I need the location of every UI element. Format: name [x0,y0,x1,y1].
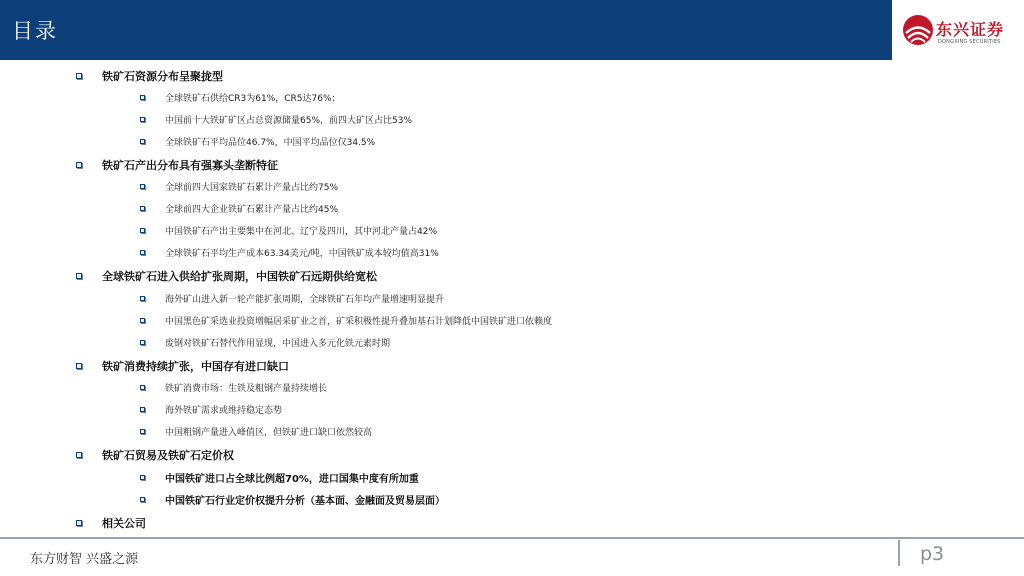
toc-subitem [140,425,372,438]
toc-subitem [140,135,375,148]
square-bullet-icon [140,475,145,480]
toc-section [76,68,223,84]
dongxing-logo-icon [902,14,934,46]
page-number: p3 [920,543,945,565]
toc-subitem [140,202,338,215]
header-bar [0,0,1024,60]
toc-subitem-label: 中国前十大铁矿矿区占总资源储量65%，前四大矿区占比53% [165,116,413,126]
square-bullet-icon [76,73,82,79]
toc-subitem [140,470,419,485]
square-bullet-icon [140,318,145,323]
company-logo [892,0,1024,60]
toc-subitem-label: 全球铁矿石供给CR3为61%，CR5达76%； [165,94,341,104]
logo-name-en: DONGXING SECURITIES [938,39,1001,45]
toc-subitem-label: 全球铁矿石平均品位46.7%，中国平均品位仅34.5% [165,138,376,148]
toc-section [76,268,377,284]
square-bullet-icon [140,206,145,211]
toc-subitem-label: 海外矿山进入新一轮产能扩张周期，全球铁矿石年均产量增速明显提升 [165,295,445,305]
toc-subitem-label: 中国黑色矿采选业投资增幅居采矿业之首，矿采积极性提升叠加基石计划降低中国铁矿进口依赖度 [165,317,553,327]
toc-subitem [140,336,390,349]
toc-subitem [140,180,338,193]
toc-subitem [140,381,327,394]
square-bullet-icon [140,250,145,255]
square-bullet-icon [140,117,145,122]
square-bullet-icon [140,296,145,301]
toc-subitem-label: 全球铁矿石平均生产成本63.34美元/吨，中国铁矿成本较均值高31% [165,249,439,259]
toc-subitem-label: 中国粗钢产量进入峰值区，但铁矿进口缺口依然较高 [165,428,373,438]
toc-subitem-label: 中国铁矿石产出主要集中在河北、辽宁及四川，其中河北产量占42% [165,227,438,237]
square-bullet-icon [140,407,145,412]
toc-subitem-label: 全球前四大国家铁矿石累计产量占比约75% [165,183,339,193]
toc-subitem [140,292,444,305]
toc-subitem-label: 全球前四大企业铁矿石累计产量占比约45% [165,205,339,215]
logo-name-cn: 东兴证券 [936,20,1005,39]
toc-subitem [140,403,282,416]
toc-subitem [140,246,439,259]
toc-subitem [140,91,341,104]
toc-section-label: 全球铁矿石进入供给扩张周期，中国铁矿石远期供给宽松 [102,270,377,283]
toc-subitem [140,314,552,327]
square-bullet-icon [140,385,145,390]
toc-section-label: 铁矿石资源分布呈聚拢型 [102,70,223,83]
toc-section-label: 相关公司 [102,517,146,530]
toc-section-label: 铁矿石贸易及铁矿石定价权 [102,449,234,462]
square-bullet-icon [140,429,145,434]
footer-slogan: 东方财智 兴盛之源 [30,552,139,567]
square-bullet-icon [76,363,82,369]
toc-section-label: 铁矿消费持续扩张，中国存有进口缺口 [102,360,289,373]
square-bullet-icon [76,520,82,526]
square-bullet-icon [76,162,82,168]
toc-subitem-label: 海外铁矿需求或维持稳定态势 [165,406,283,416]
square-bullet-icon [140,340,145,345]
toc-subitem [140,113,412,126]
square-bullet-icon [76,273,82,279]
toc-subitem-label: 废钢对铁矿石替代作用显现，中国进入多元化铁元素时期 [165,339,391,349]
toc-subitem [140,224,437,237]
square-bullet-icon [140,139,145,144]
toc-section [76,515,146,531]
toc-section [76,447,234,463]
square-bullet-icon [140,95,145,100]
page-title: 目录 [12,19,58,43]
toc-subitem-label: 铁矿消费市场：生铁及粗钢产量持续增长 [165,384,328,394]
toc-subitem-label: 中国铁矿进口占全球比例超70%，进口国集中度有所加重 [165,474,419,485]
toc-section [76,358,289,374]
square-bullet-icon [140,184,145,189]
toc-subitem-label: 中国铁矿石行业定价权提升分析（基本面、金融面及贸易层面） [165,496,445,507]
toc-subitem [140,492,445,507]
square-bullet-icon [140,497,145,502]
toc-section [76,157,278,173]
square-bullet-icon [76,452,82,458]
square-bullet-icon [140,228,145,233]
toc-section-label: 铁矿石产出分布具有强寡头垄断特征 [102,159,278,172]
footer-divider [0,537,1024,539]
page-number-separator [898,540,900,566]
